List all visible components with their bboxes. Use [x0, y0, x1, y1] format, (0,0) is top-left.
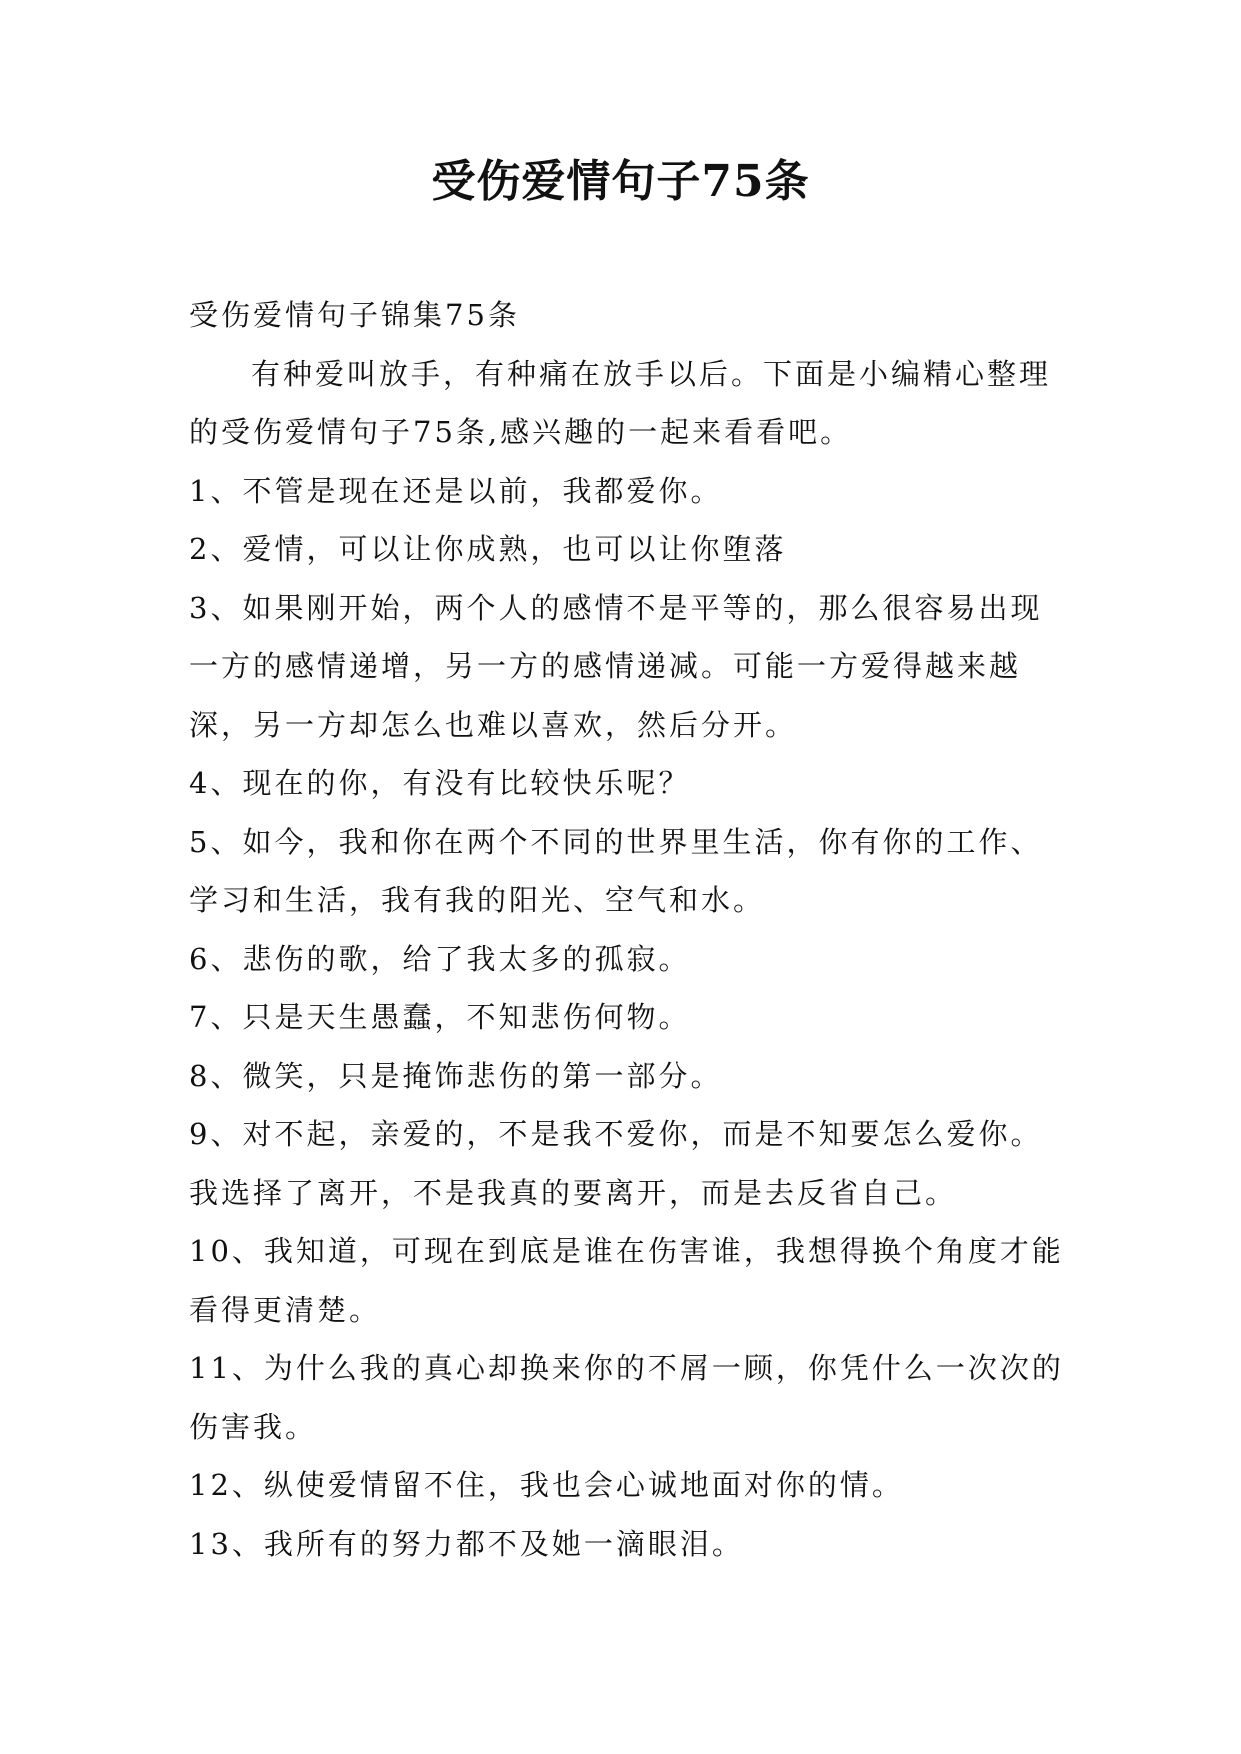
intro-paragraph: 有种爱叫放手，有种痛在放手以后。下面是小编精心整理的受伤爱情句子75条,感兴趣的一起来看看吧。 — [189, 356, 1052, 449]
document-subtitle: 受伤爱情句子锦集75条 — [189, 298, 520, 332]
list-item: 12、纵使爱情留不住，我也会心诚地面对你的情。 — [189, 1468, 904, 1502]
list-item: 7、只是天生愚蠢，不知悲伤何物。 — [189, 1000, 691, 1034]
list-item: 3、如果刚开始，两个人的感情不是平等的，那么很容易出现一方的感情递增，另一方的感情递减。可能一方爱得越来越深，另一方却怎么也难以喜欢，然后分开。 — [189, 590, 1043, 742]
list-item: 1、不管是现在还是以前，我都爱你。 — [189, 473, 723, 508]
list-item: 9、对不起，亲爱的，不是我不爱你，而是不知要怎么爱你。我选择了离开，不是我真的要离开，而是去反省自己。 — [189, 1117, 1043, 1210]
list-item: 2、爱情，可以让你成熟，也可以让你堕落 — [189, 532, 787, 566]
list-item: 11、为什么我的真心却换来你的不屑一顾，你凭什么一次次的伤害我。 — [189, 1351, 1064, 1444]
list-item: 10、我知道，可现在到底是谁在伤害谁，我想得换个角度才能看得更清楚。 — [189, 1234, 1064, 1327]
list-item: 13、我所有的努力都不及她一滴眼泪。 — [189, 1526, 744, 1561]
document-title: 受伤爱情句子75条 — [431, 156, 810, 207]
list-item: 6、悲伤的歌，给了我太多的孤寂。 — [189, 941, 691, 976]
list-item: 8、微笑，只是掩饰悲伤的第一部分。 — [189, 1058, 723, 1093]
list-item: 4、现在的你，有没有比较快乐呢？ — [189, 766, 691, 800]
document-body — [189, 286, 1071, 1573]
list-item: 5、如今，我和你在两个不同的世界里生活，你有你的工作、学习和生活，我有我的阳光、空气和水。 — [189, 824, 1043, 917]
